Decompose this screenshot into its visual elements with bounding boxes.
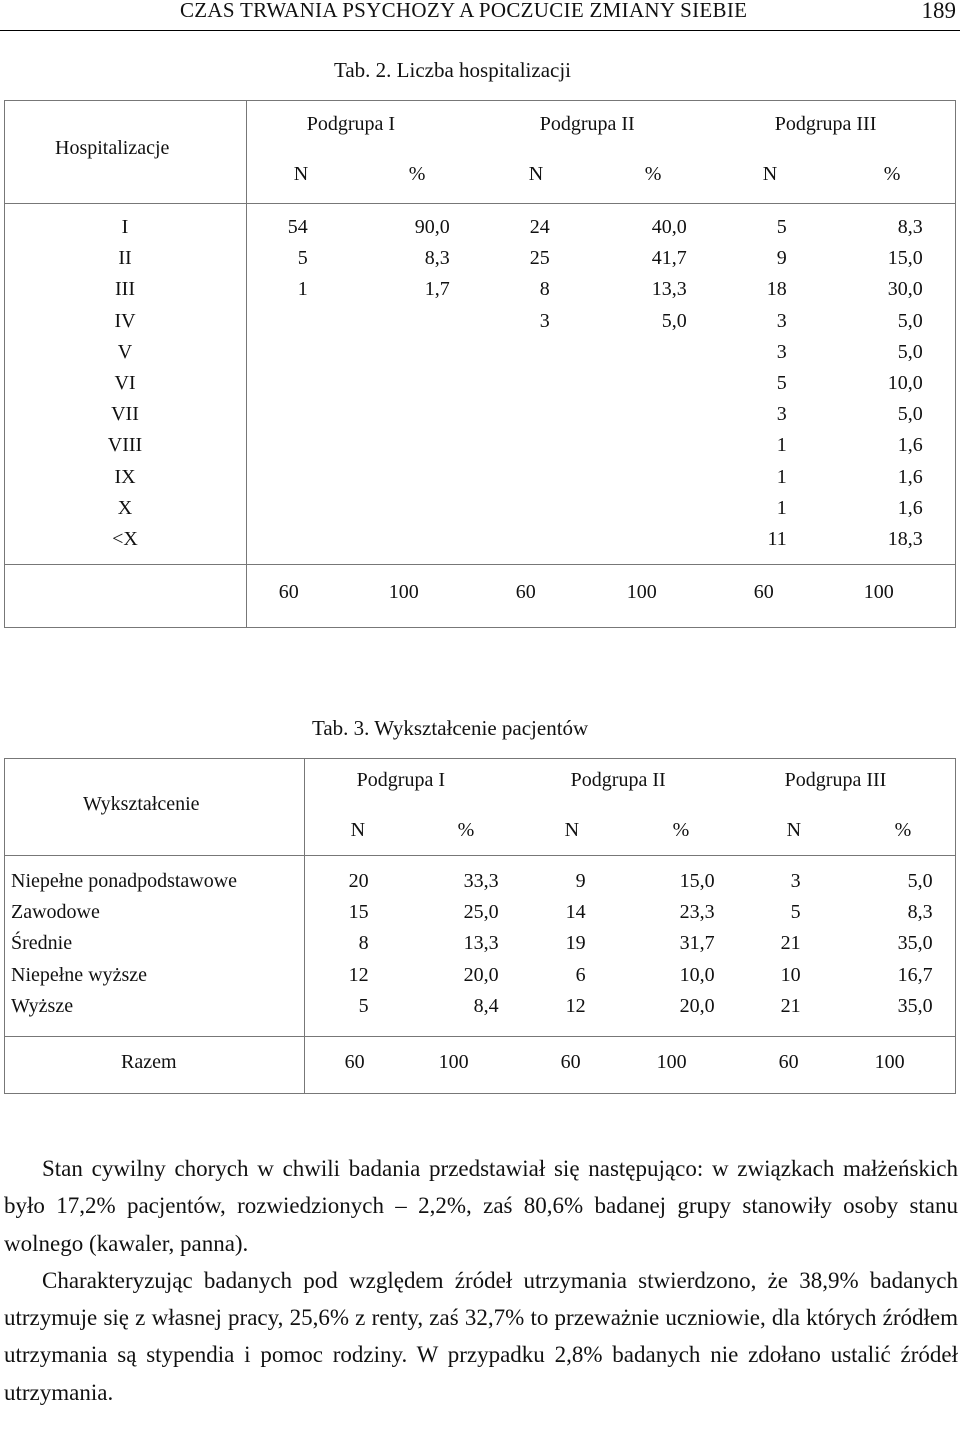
row-label: Zawodowe bbox=[11, 901, 100, 924]
table-cell: 1 bbox=[776, 496, 787, 519]
row-label: Wyższe bbox=[11, 994, 74, 1017]
table3-total: 100 bbox=[874, 1051, 905, 1073]
table-cell: 19 bbox=[565, 932, 586, 955]
table3-sub-n: N bbox=[564, 819, 580, 841]
table-cell: 8,4 bbox=[473, 994, 499, 1017]
table2-total: 60 bbox=[278, 581, 299, 603]
row-label: Niepełne wyższe bbox=[11, 963, 148, 986]
table-cell: 8,3 bbox=[907, 901, 933, 924]
table-cell: 20,0 bbox=[679, 994, 715, 1017]
table-cell: 13,3 bbox=[463, 932, 499, 955]
table-cell: 21 bbox=[780, 994, 801, 1017]
table-cell: 10 bbox=[780, 963, 801, 986]
table2-sub-pct: % bbox=[883, 163, 901, 185]
table3-sub-n: N bbox=[350, 819, 366, 841]
row-label: IV bbox=[114, 309, 136, 332]
table2-caption: Tab. 2. Liczba hospitalizacji bbox=[334, 58, 572, 82]
table-cell: 16,7 bbox=[897, 963, 933, 986]
row-label: V bbox=[117, 340, 133, 363]
table-cell: 3 bbox=[776, 340, 787, 363]
table-cell: 5,0 bbox=[897, 340, 923, 363]
table-cell: 5,0 bbox=[907, 870, 933, 892]
table-cell: 25 bbox=[529, 247, 550, 270]
table3-total-label-cell bbox=[5, 1037, 305, 1094]
table3-total: 100 bbox=[438, 1051, 469, 1073]
table-cell: 15 bbox=[348, 901, 369, 924]
table2-group-3: Podgrupa III bbox=[774, 113, 877, 135]
table-cell: 14 bbox=[565, 901, 586, 924]
table3-totals-cell bbox=[304, 1037, 955, 1094]
table3-sub-pct: % bbox=[894, 819, 912, 841]
row-label: VII bbox=[111, 403, 139, 426]
row-label: VI bbox=[114, 372, 136, 395]
table3-group-1: Podgrupa I bbox=[356, 769, 445, 791]
table-cell: 13,3 bbox=[651, 278, 687, 301]
table-cell: 20,0 bbox=[463, 963, 499, 986]
table-cell: 3 bbox=[776, 309, 787, 332]
table3-col-g3-pct bbox=[305, 866, 933, 1022]
table3-values-cell bbox=[304, 856, 955, 1037]
table-cell: 3 bbox=[539, 309, 550, 332]
table2-total-label-cell bbox=[5, 565, 247, 628]
row-label: Niepełne ponadpodstawowe bbox=[11, 870, 238, 892]
table2-total: 60 bbox=[753, 581, 774, 603]
table-cell: 9 bbox=[776, 247, 787, 270]
table-cell: 1,7 bbox=[424, 278, 450, 301]
paragraph-income-source: Charakteryzując badanych pod względem źródeł utrzymania stwierdzono, że 38,9% badanych utrzymuje się z własnej pracy, 25,6% z renty, zaś 32,7% to przeważnie uczniowie, dla których źródłem utrzymania są stypendia i pomoc rodziny. W przypadku 2,8% badanych nie zdołano ustalić źródeł utrzymania. bbox=[4, 1267, 958, 1405]
table2-row-header-cell bbox=[5, 101, 247, 204]
row-label: I bbox=[121, 216, 129, 238]
table2 bbox=[4, 100, 956, 628]
table2-sub-n: N bbox=[293, 163, 309, 185]
table-cell: 54 bbox=[287, 216, 308, 238]
table-cell: 3 bbox=[776, 403, 787, 426]
table3-row-header-cell bbox=[5, 759, 305, 856]
table2-total: 100 bbox=[626, 581, 657, 603]
table2-sub-n: N bbox=[762, 163, 778, 185]
table-cell: 10,0 bbox=[887, 372, 923, 395]
table3-sub-pct: % bbox=[672, 819, 690, 841]
table-cell: 6 bbox=[575, 963, 586, 986]
table2-total: 100 bbox=[863, 581, 894, 603]
table-cell: 5 bbox=[790, 901, 801, 924]
table-cell: 15,0 bbox=[887, 247, 923, 270]
table-cell: 12 bbox=[565, 994, 586, 1017]
table2-totals-cell bbox=[246, 565, 955, 628]
table2-row-header: Hospitalizacje bbox=[55, 137, 170, 159]
table-cell: 15,0 bbox=[679, 870, 715, 892]
row-label: II bbox=[118, 247, 132, 270]
table3-group-3: Podgrupa III bbox=[784, 769, 887, 791]
table3-sub-pct: % bbox=[457, 819, 475, 841]
table3-total-label: Razem bbox=[121, 1051, 177, 1073]
running-title: CZAS TRWANIA PSYCHOZY A POCZUCIE ZMIANY SIEBIE bbox=[180, 0, 748, 22]
row-label: <X bbox=[112, 528, 138, 551]
row-label: X bbox=[117, 496, 133, 519]
table3-total: 60 bbox=[560, 1051, 581, 1073]
table-cell: 23,3 bbox=[679, 901, 715, 924]
table3-labels-cell bbox=[5, 856, 305, 1037]
table-cell: 18,3 bbox=[887, 528, 923, 551]
table3-total: 60 bbox=[344, 1051, 365, 1073]
table-cell: 1 bbox=[776, 434, 787, 457]
table2-values-cell bbox=[246, 204, 955, 565]
table2-col-g3-pct bbox=[247, 212, 923, 555]
table3-row-labels bbox=[11, 866, 301, 1022]
table-cell: 40,0 bbox=[651, 216, 687, 238]
table3-total: 60 bbox=[778, 1051, 799, 1073]
table2-total: 60 bbox=[515, 581, 536, 603]
table-cell: 5 bbox=[358, 994, 369, 1017]
table-cell: 8,3 bbox=[897, 216, 923, 238]
table2-labels-cell bbox=[5, 204, 247, 565]
page-number: 189 bbox=[921, 0, 956, 23]
row-label: III bbox=[115, 278, 135, 301]
table-cell: 1,6 bbox=[897, 465, 923, 488]
table3-column-headers bbox=[304, 759, 955, 856]
table-cell: 10,0 bbox=[679, 963, 715, 986]
table2-column-headers bbox=[246, 101, 955, 204]
table3-caption: Tab. 3. Wykształcenie pacjentów bbox=[312, 716, 589, 740]
table-cell: 5,0 bbox=[897, 309, 923, 332]
table-cell: 18 bbox=[766, 278, 787, 301]
table-cell: 30,0 bbox=[887, 278, 923, 301]
table2-group-1: Podgrupa I bbox=[306, 113, 396, 135]
table-cell: 3 bbox=[790, 870, 801, 892]
table-cell: 35,0 bbox=[897, 932, 933, 955]
table-cell: 8,3 bbox=[424, 247, 450, 270]
table2-group-2: Podgrupa II bbox=[539, 113, 635, 135]
row-label: VIII bbox=[107, 434, 143, 457]
table-cell: 8 bbox=[539, 278, 550, 301]
table-cell: 31,7 bbox=[679, 932, 715, 955]
table-cell: 5,0 bbox=[661, 309, 687, 332]
table-cell: 41,7 bbox=[651, 247, 687, 270]
table-cell: 5 bbox=[776, 372, 787, 395]
table-cell: 1 bbox=[297, 278, 308, 301]
table3-sub-n: N bbox=[786, 819, 802, 841]
table-cell: 20 bbox=[348, 870, 369, 892]
table2-row-labels bbox=[65, 212, 185, 555]
table-cell: 24 bbox=[529, 216, 550, 238]
row-label: IX bbox=[114, 465, 136, 488]
table-cell: 5,0 bbox=[897, 403, 923, 426]
table-cell: 33,3 bbox=[463, 870, 499, 892]
body-text bbox=[4, 1150, 958, 1411]
paragraph-marital-status: Stan cywilny chorych w chwili badania przedstawiał się następująco: w związkach małżeńskich było 17,2% pacjentów, rozwiedzionych – 2,2%, zaś 80,6% badanej grupy stanowiły osoby stanu wolnego (kawaler, panna). bbox=[4, 1156, 958, 1256]
table2-sub-pct: % bbox=[644, 163, 662, 185]
table-cell: 12 bbox=[348, 963, 369, 986]
table3-group-2: Podgrupa II bbox=[570, 769, 666, 791]
table-cell: 5 bbox=[776, 216, 787, 238]
table-cell: 9 bbox=[575, 870, 586, 892]
table-cell: 8 bbox=[358, 932, 369, 955]
table-cell: 5 bbox=[297, 247, 308, 270]
running-head bbox=[0, 0, 960, 31]
table-cell: 25,0 bbox=[463, 901, 499, 924]
table-cell: 35,0 bbox=[897, 994, 933, 1017]
table2-total: 100 bbox=[388, 581, 419, 603]
table-cell: 1 bbox=[776, 465, 787, 488]
table2-sub-n: N bbox=[528, 163, 544, 185]
table2-sub-pct: % bbox=[408, 163, 426, 185]
row-label: Średnie bbox=[11, 932, 73, 955]
table3-total: 100 bbox=[656, 1051, 687, 1073]
table3-row-header: Wykształcenie bbox=[83, 793, 200, 815]
table-cell: 1,6 bbox=[897, 496, 923, 519]
table-cell: 11 bbox=[767, 528, 787, 551]
table-cell: 1,6 bbox=[897, 434, 923, 457]
table-cell: 21 bbox=[780, 932, 801, 955]
table3 bbox=[4, 758, 956, 1094]
table-cell: 90,0 bbox=[414, 216, 450, 238]
